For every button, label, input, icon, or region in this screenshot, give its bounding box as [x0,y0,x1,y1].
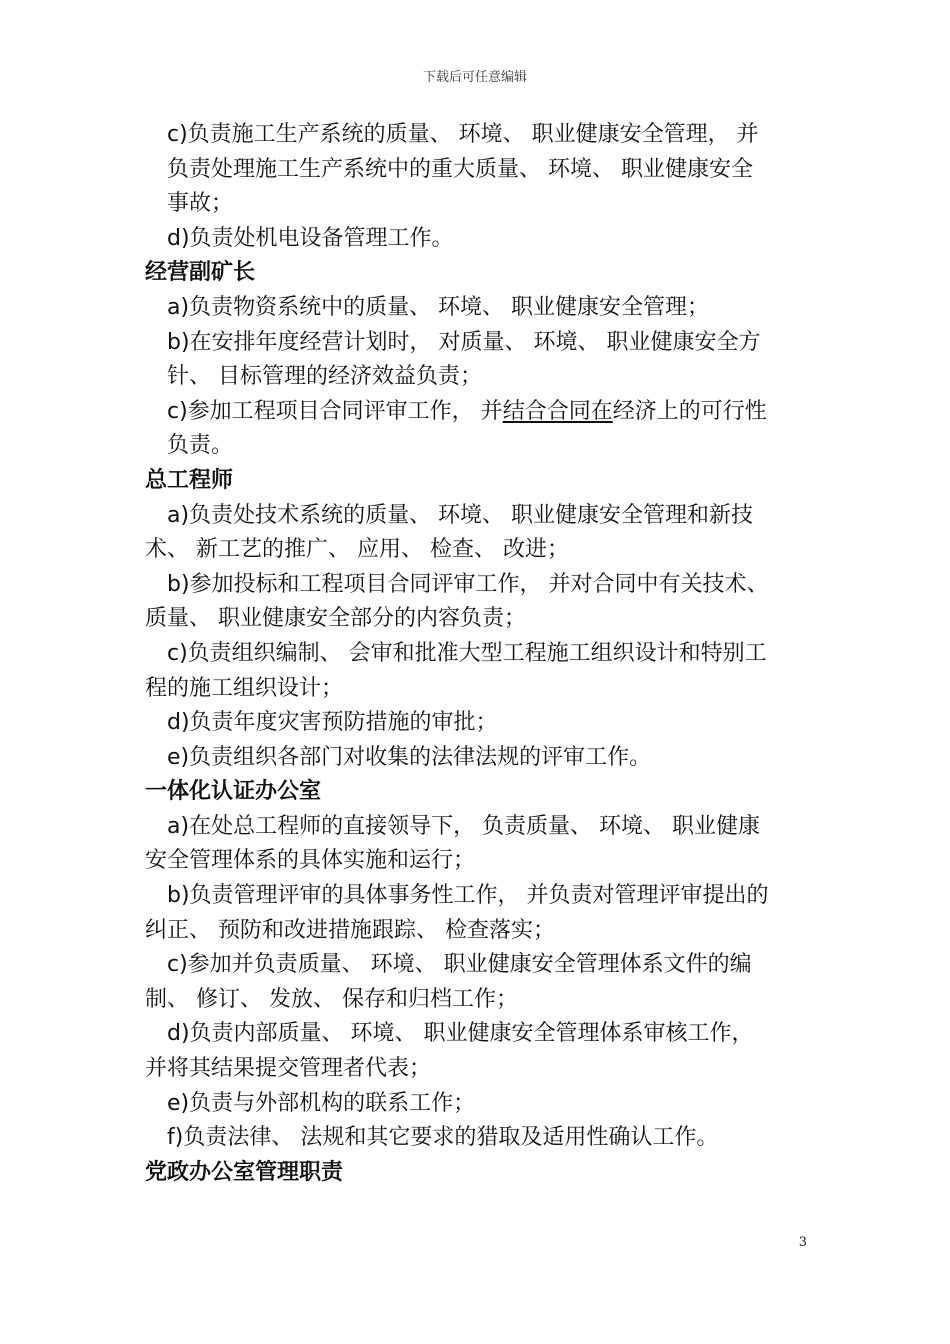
text-segment: c)参加工程项目合同评审工作， 并 [167,398,503,424]
text-line: 事故； [167,191,234,217]
document-body [145,118,810,1190]
text-line: 质量、 职业健康安全部分的内容负责； [145,606,526,632]
section-heading: 经营副矿长 [145,260,256,286]
section-heading: 总工程师 [145,467,234,493]
text-segment: 经济上的可行性 [612,398,767,424]
text-line: b)在安排年度经营计划时， 对质量、 环境、 职业健康安全方 [167,329,761,355]
text-line [145,395,810,430]
text-line: c)负责组织编制、 会审和批准大型工程施工组织设计和特别工 [167,640,767,666]
text-line: 并将其结果提交管理者代表； [145,1056,432,1082]
text-line: f)负责法律、 法规和其它要求的猎取及适用性确认工作。 [167,1125,719,1151]
text-line: b)参加投标和工程项目合同评审工作， 并对合同中有关技术、 [167,571,769,597]
text-line: 负责处理施工生产系统中的重大质量、 环境、 职业健康安全 [167,156,753,182]
text-line: e)负责与外部机构的联系工作； [167,1090,476,1116]
text-line: 纠正、 预防和改进措施跟踪、 检查落实； [145,917,555,943]
text-line: 负责。 [167,433,234,459]
section-heading: 一体化认证办公室 [145,779,322,805]
text-line: 针、 目标管理的经济效益负责； [167,364,482,390]
text-line: a)负责处技术系统的质量、 环境、 职业健康安全管理和新技 [167,502,754,528]
text-line: 安全管理体系的具体实施和运行； [145,848,476,874]
page-header: 下载后可任意编辑 [422,70,527,85]
underlined-text: 结合合同在 [502,398,613,424]
page-number: 3 [798,1235,807,1250]
text-line: 术、 新工艺的推广、 应用、 检查、 改进； [145,537,569,563]
text-line: a)在处总工程师的直接领导下， 负责质量、 环境、 职业健康 [167,813,761,839]
text-line: e)负责组织各部门对收集的法律法规的评审工作。 [167,744,652,770]
text-line: d)负责年度灾害预防措施的审批； [167,710,498,736]
text-line: d)负责处机电设备管理工作。 [167,225,454,251]
text-line: 制、 修订、 发放、 保存和归档工作； [145,986,518,1012]
text-line: c)参加并负责质量、 环境、 职业健康安全管理体系文件的编 [167,952,752,978]
text-line: d)负责内部质量、 环境、 职业健康安全管理体系审核工作， [167,1021,754,1047]
text-line: b)负责管理评审的具体事务性工作， 并负责对管理评审提出的 [167,883,769,909]
text-line: 程的施工组织设计； [145,675,344,701]
text-line: c)负责施工生产系统的质量、 环境、 职业健康安全管理， 并 [167,122,759,147]
text-line: a)负责物资系统中的质量、 环境、 职业健康安全管理； [167,294,710,320]
section-heading: 党政办公室管理职责 [145,1159,344,1185]
